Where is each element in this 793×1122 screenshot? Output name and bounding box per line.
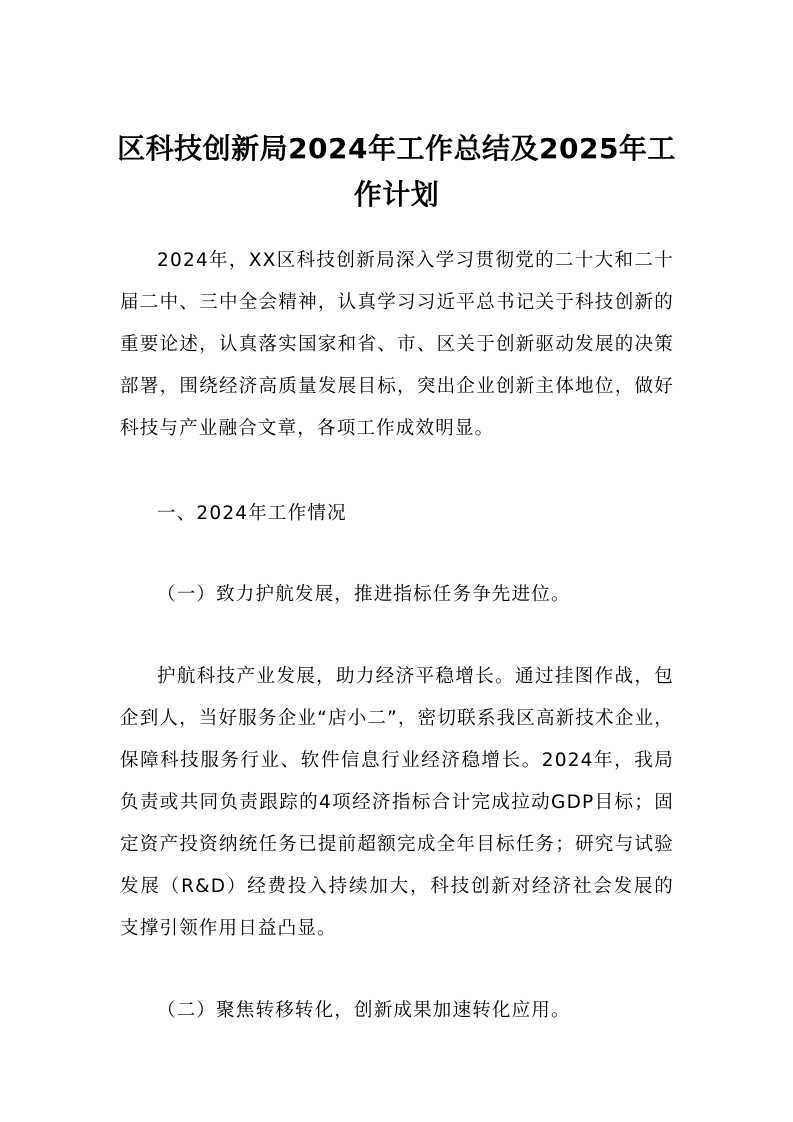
subsection-body-development: 护航科技产业发展，助力经济平稳增长。通过挂图作战，包企到人，当好服务企业“店小二”，密切联系我区高新技术企业，保障科技服务行业、软件信息行业经济稳增长。2024年，我局负责或共同负责跟踪的4项经济指标合计完成拉动GDP目标；固定资产投资纳统任务已提前超额完成全年目标任务；研究与试验发展（R&D）经费投入持续加大，科技创新对经济社会发展的支撑引领作用日益凸显。	[120, 666, 674, 939]
document-title: 区科技创新局2024年工作总结及2025年工作计划	[117, 132, 676, 211]
intro-paragraph: 2024年，XX区科技创新局深入学习贯彻党的二十大和二十届二中、三中全会精神，认真学习习近平总书记关于科技创新的重要论述，认真落实国家和省、市、区关于创新驱动发展的决策部署，围绕经济高质量发展目标，突出企业创新主体地位，做好科技与产业融合文章，各项工作成效明显。	[120, 250, 674, 439]
subsection-heading-development: （一）致力护航发展，推进指标任务争先进位。	[157, 584, 571, 605]
section-heading-work-status: 一、2024年工作情况	[157, 503, 347, 524]
subsection-heading-transfer: （二）聚焦转移转化，创新成果加速转化应用。	[157, 1000, 571, 1021]
